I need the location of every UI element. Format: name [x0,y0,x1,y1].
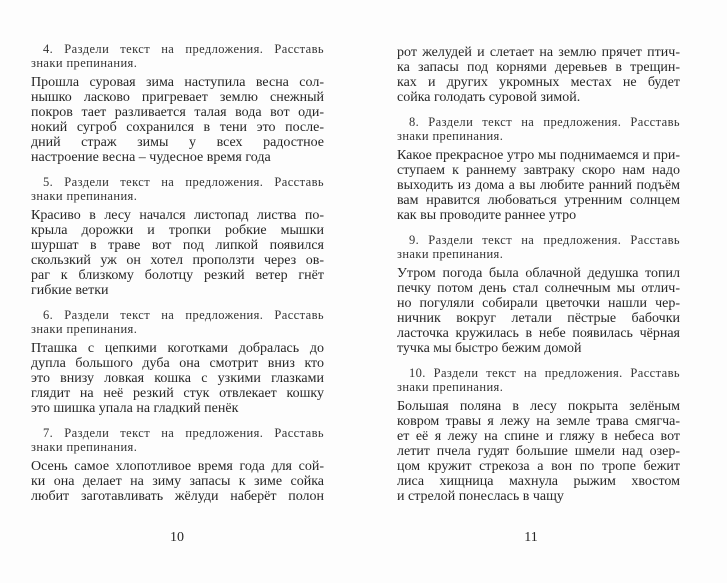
text-line: нокий сугроб сохранился в тени это после- [31,120,324,135]
text-line: Красиво в лесу начался листопад листва по- [31,208,324,223]
text-line: как вы проводите раннее утро [397,208,577,223]
text-line: знаки препинания. [31,56,138,70]
text-line: ступаем к раннему завтраку скоро нам надо [397,163,680,178]
text-line: Осень самое хлопотливое время года для сой- [31,459,324,474]
text-line: ласточка кружилась в небе появилась чёрная [397,326,680,341]
text-line: 8. Раздели текст на предложения. Расставь [409,115,680,129]
text-line: но погуляли собирали цветочки нашли чер- [397,296,680,311]
text-line: Большая поляна в лесу покрыта зелёным [397,399,680,414]
text-line: тучка мы быстро бежим домой [397,341,582,356]
text-line: шуршат в траве вот под липкой появился [31,238,324,253]
text-line: 10. Раздели текст на предложения. Расставь [409,366,680,380]
text-line: 4. Раздели текст на предложения. Расставь [43,42,324,56]
text-line: ничник вокруг летали пёстрые бабочки [397,311,680,326]
exercise [397,366,680,504]
text-line: дупла большого дуба она смотрит вниз кто [31,356,324,371]
text-line: знаки препинания. [31,189,138,203]
exercise [31,426,324,504]
exercise-instruction [31,42,324,70]
text-line: дний страж зимы у всех радостное [31,135,324,150]
text-line: раг к близкому болотцу резкий ветер гнёт [31,268,324,283]
text-line: это внизу ловкая кошка с узкими глазками [31,371,324,386]
text-line: нышко ласково пригревает землю снежный [31,90,324,105]
exercise-instruction [397,233,680,261]
text-line: цом кружит стрекоза а вон по тропе бежит [397,459,680,474]
text-line: гибкие ветки [31,283,109,298]
exercise [397,233,680,356]
exercise-instruction [397,115,680,143]
text-line: Утром погода была облачной дедушка топил [397,266,680,281]
text-line: покров тает разливается талая вода вот оди- [31,105,324,120]
left-page [31,0,324,545]
exercise-text [397,399,680,504]
exercise-text [397,266,680,356]
text-line: ка запасы под корнями деревьев в трещин- [397,60,680,75]
exercise-text [31,459,324,504]
text-line: знаки препинания. [31,322,138,336]
text-line: выходить из дома а вы любите ранний подъём [397,178,680,193]
exercise [31,175,324,298]
text-line: крыла дорожки и тропки робкие мышки [31,223,324,238]
text-line: это шишка упала на гладкий пенёк [31,401,239,416]
text-line: Прошла суровая зима наступила весна сол- [31,75,324,90]
exercise [397,115,680,223]
text-line: знаки препинания. [31,440,138,454]
text-line: 9. Раздели текст на предложения. Расставь [409,233,680,247]
text-line: Какое прекрасное утро мы поднимаемся и при- [397,148,680,163]
text-line: лиса хищница махнула рыжим хвостом [397,474,680,489]
text-line: сойка голодать суровой зимой. [397,90,581,105]
text-line: печку потом день стал солнечным мы отлич- [397,281,680,296]
exercise-instruction [31,308,324,336]
exercise-text [31,75,324,165]
exercise-text [31,208,324,298]
exercise-instruction [31,426,324,454]
text-line: ках и других укромных местах не будет [397,75,680,90]
text-line: ковром травы я лежу на земле трава смягча- [397,414,680,429]
exercise-instruction [397,366,680,394]
exercise-text [31,341,324,416]
text-line: скользкий уж он хотел проползти через ов- [31,253,324,268]
text-line: глядит на неё резкий стук отвлекает кошку [31,386,324,401]
page-content [31,0,324,504]
text-line: знаки препинания. [397,247,504,261]
text-line: ки она делает на зиму запасы к зиме сойка [31,474,324,489]
exercise-instruction [31,175,324,203]
exercise-text [397,45,680,105]
text-line: любит заготавливать жёлуди наберёт полон [31,489,324,504]
text-line: знаки препинания. [397,380,504,394]
text-line: вам нравится любоваться утренним солнцем [397,193,680,208]
page-number: 11 [524,530,538,545]
text-line: 6. Раздели текст на предложения. Расставь [43,308,324,322]
text-line: и стрелой понеслась в чащу [397,489,564,504]
text-line: летит пчела гудят большие шмели над озер- [397,444,680,459]
page-content [397,0,680,504]
exercise-text [397,148,680,223]
exercise [397,45,680,105]
right-page [397,0,680,545]
text-line: Пташка с цепкими коготками добралась до [31,341,324,356]
exercise [31,308,324,416]
text-line: рот желудей и слетает на землю прячет птич- [397,45,680,60]
text-line: знаки препинания. [397,129,504,143]
text-line: ет её я лежу на спине и гляжу в небеса вот [397,429,680,444]
text-line: настроение весна – чудесное время года [31,150,271,165]
page-number: 10 [170,530,184,545]
text-line: 5. Раздели текст на предложения. Расставь [43,175,324,189]
text-line: 7. Раздели текст на предложения. Расставь [43,426,324,440]
exercise [31,42,324,165]
